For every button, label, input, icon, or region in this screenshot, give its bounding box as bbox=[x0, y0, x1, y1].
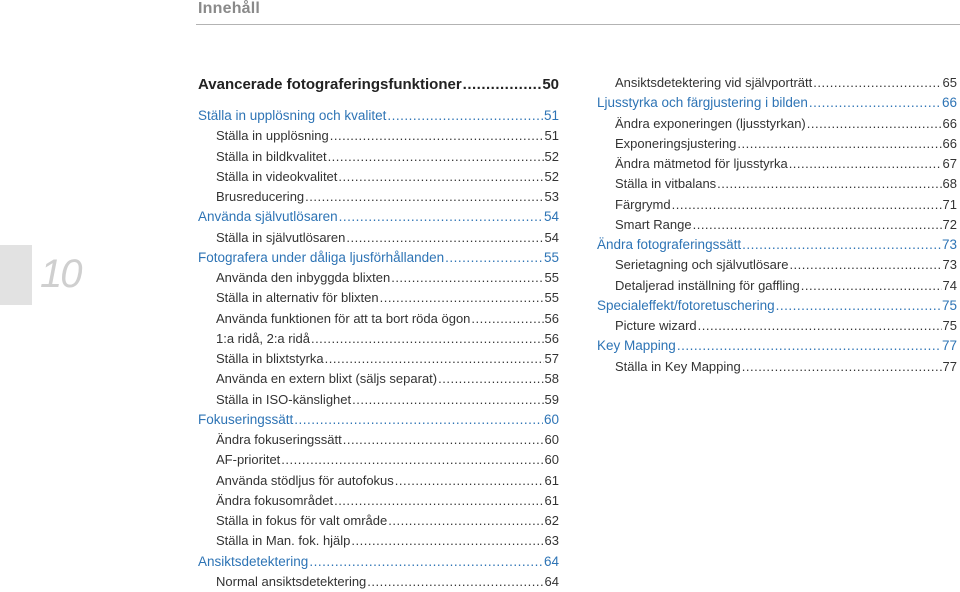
toc-dot-leader bbox=[367, 572, 543, 592]
toc-section-entry[interactable] bbox=[597, 235, 957, 255]
toc-page-number: 57 bbox=[544, 351, 559, 366]
toc-subsection-entry[interactable] bbox=[198, 349, 559, 369]
toc-dot-leader bbox=[339, 207, 543, 227]
toc-subsection-entry[interactable] bbox=[198, 228, 559, 248]
toc-dot-leader bbox=[677, 336, 941, 356]
toc-page-number: 54 bbox=[544, 229, 559, 245]
toc-dot-leader bbox=[809, 93, 941, 113]
toc-entry-label: Ställa in upplösning bbox=[216, 128, 329, 144]
toc-entry-label: Ansiktsdetektering bbox=[198, 553, 309, 569]
toc-page-number: 51 bbox=[543, 108, 559, 123]
toc-page-number: 66 bbox=[942, 135, 957, 151]
toc-page-number: 55 bbox=[544, 290, 559, 306]
toc-subsection-entry[interactable] bbox=[597, 134, 957, 154]
toc-dot-leader bbox=[325, 349, 544, 369]
toc-dot-leader bbox=[789, 154, 942, 174]
toc-subsection-entry[interactable] bbox=[597, 174, 957, 194]
toc-dot-leader bbox=[789, 255, 941, 275]
toc-page-number: 77 bbox=[941, 338, 957, 354]
toc-entry-label: Ändra fokusområdet bbox=[216, 492, 334, 508]
toc-subsection-entry[interactable] bbox=[198, 369, 559, 389]
toc-dot-leader bbox=[698, 316, 942, 336]
toc-entry-label: Ställa in blixtstyrka bbox=[216, 351, 324, 366]
toc-entry-label: Ändra fokuseringssätt bbox=[216, 432, 342, 447]
toc-subsection-entry[interactable] bbox=[198, 309, 559, 329]
toc-dot-leader bbox=[471, 309, 543, 329]
toc-entry-label: Ställa in ISO-känslighet bbox=[216, 391, 352, 407]
toc-entry-label: Ställa in självutlösaren bbox=[216, 229, 346, 245]
toc-page-number: 56 bbox=[544, 330, 559, 346]
toc-dot-leader bbox=[813, 73, 941, 93]
toc-page-number: 77 bbox=[942, 358, 957, 374]
toc-subsection-entry[interactable] bbox=[198, 390, 559, 410]
toc-entry-label: Använda den inbyggda blixten bbox=[216, 270, 391, 285]
chapter-tab-marker bbox=[0, 245, 32, 305]
toc-page-number: 59 bbox=[544, 391, 559, 407]
toc-subsection-entry[interactable] bbox=[597, 73, 957, 93]
toc-dot-leader bbox=[737, 134, 941, 154]
toc-column-right bbox=[597, 73, 957, 377]
toc-page-number: 55 bbox=[543, 249, 559, 265]
toc-entry-label: Detaljerad inställning för gaffling bbox=[615, 277, 800, 293]
toc-subsection-entry[interactable] bbox=[597, 195, 957, 215]
toc-entry-label: Ställa in fokus för valt område bbox=[216, 513, 388, 528]
toc-page-number: 75 bbox=[941, 297, 957, 313]
toc-dot-leader bbox=[305, 187, 543, 207]
toc-dot-leader bbox=[445, 248, 543, 268]
toc-section-entry[interactable] bbox=[198, 410, 559, 430]
toc-page-number: 64 bbox=[544, 573, 559, 589]
toc-page-number: 73 bbox=[941, 237, 957, 252]
toc-page-number: 75 bbox=[942, 318, 957, 333]
toc-page-number: 73 bbox=[942, 257, 957, 273]
toc-entry-label: Exponeringsjustering bbox=[615, 135, 737, 151]
toc-subsection-entry[interactable] bbox=[597, 215, 957, 235]
toc-section-entry[interactable] bbox=[198, 106, 559, 126]
toc-entry-label: Smart Range bbox=[615, 216, 692, 232]
chapter-number: 10 bbox=[40, 252, 81, 296]
toc-page-number: 53 bbox=[544, 189, 559, 204]
toc-entry-label: Ställa in upplösning och kvalitet bbox=[198, 108, 387, 123]
toc-entry-label: Använda självutlösaren bbox=[198, 209, 338, 225]
toc-entry-label: Använda stödljus för autofokus bbox=[216, 472, 394, 488]
toc-dot-leader bbox=[742, 357, 942, 377]
toc-dot-leader bbox=[294, 410, 543, 430]
toc-page-number: 68 bbox=[942, 176, 957, 192]
toc-entry-label: Picture wizard bbox=[615, 318, 697, 333]
toc-entry-label: Ändra exponeringen (ljusstyrkan) bbox=[615, 115, 806, 131]
toc-subsection-entry[interactable] bbox=[597, 316, 957, 336]
toc-subsection-entry[interactable] bbox=[198, 511, 559, 531]
toc-page-number: 60 bbox=[543, 411, 559, 427]
toc-page-number: 63 bbox=[544, 533, 559, 549]
toc-column-left bbox=[198, 73, 559, 592]
toc-section-entry[interactable] bbox=[198, 552, 559, 572]
toc-page-number: 55 bbox=[544, 270, 559, 285]
toc-dot-leader bbox=[717, 174, 941, 194]
toc-page-number: 67 bbox=[942, 156, 957, 171]
toc-subsection-entry[interactable] bbox=[198, 491, 559, 511]
toc-entry-label: Ljusstyrka och färgjustering i bilden bbox=[597, 95, 808, 111]
toc-section-entry[interactable] bbox=[597, 336, 957, 356]
toc-page-number: 65 bbox=[942, 75, 957, 90]
toc-entry-label: Använda en extern blixt (säljs separat) bbox=[216, 371, 438, 387]
toc-subsection-entry[interactable] bbox=[198, 268, 559, 288]
toc-dot-leader bbox=[309, 552, 543, 572]
toc-subsection-entry[interactable] bbox=[198, 450, 559, 470]
toc-entry-label: AF-prioritet bbox=[216, 452, 281, 468]
toc-entry-label: Ställa in Key Mapping bbox=[615, 358, 741, 374]
toc-dot-leader bbox=[463, 73, 542, 96]
toc-subsection-entry[interactable] bbox=[597, 276, 957, 296]
toc-entry-label: Färgrymd bbox=[615, 196, 671, 212]
toc-entry-label: Ställa in videokvalitet bbox=[216, 168, 338, 184]
toc-subsection-entry[interactable] bbox=[198, 531, 559, 551]
toc-chapter-entry[interactable] bbox=[198, 73, 559, 96]
toc-subsection-entry[interactable] bbox=[597, 154, 957, 174]
toc-subsection-entry[interactable] bbox=[198, 167, 559, 187]
toc-entry-label: Ställa in bildkvalitet bbox=[216, 148, 327, 164]
toc-page-number: 50 bbox=[542, 76, 559, 93]
toc-dot-leader bbox=[334, 491, 543, 511]
toc-entry-label: Specialeffekt/fotoretuschering bbox=[597, 297, 775, 313]
toc-page-number: 61 bbox=[544, 472, 559, 488]
toc-dot-leader bbox=[391, 268, 543, 288]
toc-page-number: 72 bbox=[942, 216, 957, 232]
toc-page-number: 60 bbox=[544, 432, 559, 447]
toc-page-number: 51 bbox=[544, 128, 559, 144]
toc-dot-leader bbox=[801, 276, 942, 296]
toc-entry-label: Normal ansiktsdetektering bbox=[216, 573, 367, 589]
toc-subsection-entry[interactable] bbox=[198, 572, 559, 592]
toc-subsection-entry[interactable] bbox=[597, 255, 957, 275]
toc-page-number: 52 bbox=[544, 148, 559, 164]
toc-entry-label: Avancerade fotograferingsfunktioner bbox=[198, 76, 462, 93]
toc-dot-leader bbox=[281, 450, 543, 470]
toc-dot-leader bbox=[352, 390, 543, 410]
toc-entry-label: Brusreducering bbox=[216, 189, 305, 204]
page-title: Innehåll bbox=[198, 0, 261, 17]
toc-section-entry[interactable] bbox=[198, 207, 559, 227]
toc-dot-leader bbox=[380, 288, 544, 308]
toc-section-entry[interactable] bbox=[597, 296, 957, 316]
toc-page-number: 52 bbox=[544, 168, 559, 184]
toc-entry-label: Ställa in vitbalans bbox=[615, 176, 717, 192]
toc-subsection-entry[interactable] bbox=[597, 357, 957, 377]
toc-section-entry[interactable] bbox=[198, 248, 559, 268]
toc-subsection-entry[interactable] bbox=[198, 126, 559, 146]
toc-entry-label: Ansiktsdetektering vid självporträtt bbox=[615, 75, 813, 90]
toc-dot-leader bbox=[776, 296, 941, 316]
toc-dot-leader bbox=[351, 531, 543, 551]
toc-dot-leader bbox=[672, 195, 942, 215]
toc-dot-leader bbox=[328, 147, 544, 167]
toc-entry-label: Ställa in Man. fok. hjälp bbox=[216, 533, 351, 549]
toc-entry-label: Fotografera under dåliga ljusförhållanden bbox=[198, 249, 445, 265]
toc-page-number: 66 bbox=[942, 115, 957, 131]
toc-page-number: 62 bbox=[544, 513, 559, 528]
toc-subsection-entry[interactable] bbox=[198, 147, 559, 167]
toc-page-number: 61 bbox=[544, 492, 559, 508]
toc-page-number: 74 bbox=[942, 277, 957, 293]
toc-subsection-entry[interactable] bbox=[198, 187, 559, 207]
toc-dot-leader bbox=[330, 126, 544, 146]
toc-dot-leader bbox=[742, 235, 941, 255]
toc-subsection-entry[interactable] bbox=[198, 471, 559, 491]
toc-dot-leader bbox=[438, 369, 543, 389]
toc-dot-leader bbox=[693, 215, 942, 235]
toc-dot-leader bbox=[346, 228, 543, 248]
toc-dot-leader bbox=[395, 471, 544, 491]
toc-dot-leader bbox=[807, 114, 942, 134]
toc-dot-leader bbox=[388, 511, 543, 531]
toc-entry-label: Ändra mätmetod för ljusstyrka bbox=[615, 156, 788, 171]
header-divider bbox=[196, 24, 960, 25]
toc-subsection-entry[interactable] bbox=[198, 288, 559, 308]
toc-dot-leader bbox=[311, 329, 544, 349]
toc-entry-label: Ändra fotograferingssätt bbox=[597, 237, 742, 252]
toc-section-entry[interactable] bbox=[597, 93, 957, 113]
toc-entry-label: Key Mapping bbox=[597, 338, 676, 354]
toc-entry-label: Ställa in alternativ för blixten bbox=[216, 290, 379, 306]
toc-entry-label: Serietagning och självutlösare bbox=[615, 257, 789, 273]
toc-page-number: 58 bbox=[544, 371, 559, 387]
toc-page-number: 71 bbox=[942, 196, 957, 212]
toc-dot-leader bbox=[338, 167, 543, 187]
toc-dot-leader bbox=[343, 430, 544, 450]
toc-page-number: 54 bbox=[543, 209, 559, 225]
toc-entry-label: Fokuseringssätt bbox=[198, 411, 294, 427]
toc-entry-label: Använda funktionen för att ta bort röda ögon bbox=[216, 310, 471, 326]
toc-subsection-entry[interactable] bbox=[198, 329, 559, 349]
toc-page-number: 56 bbox=[544, 310, 559, 326]
toc-subsection-entry[interactable] bbox=[597, 114, 957, 134]
toc-subsection-entry[interactable] bbox=[198, 430, 559, 450]
toc-page-number: 66 bbox=[941, 95, 957, 111]
toc-entry-label: 1:a ridå, 2:a ridå bbox=[216, 330, 310, 346]
toc-page-number: 60 bbox=[544, 452, 559, 468]
toc-dot-leader bbox=[387, 106, 543, 126]
toc-page-number: 64 bbox=[543, 553, 559, 569]
